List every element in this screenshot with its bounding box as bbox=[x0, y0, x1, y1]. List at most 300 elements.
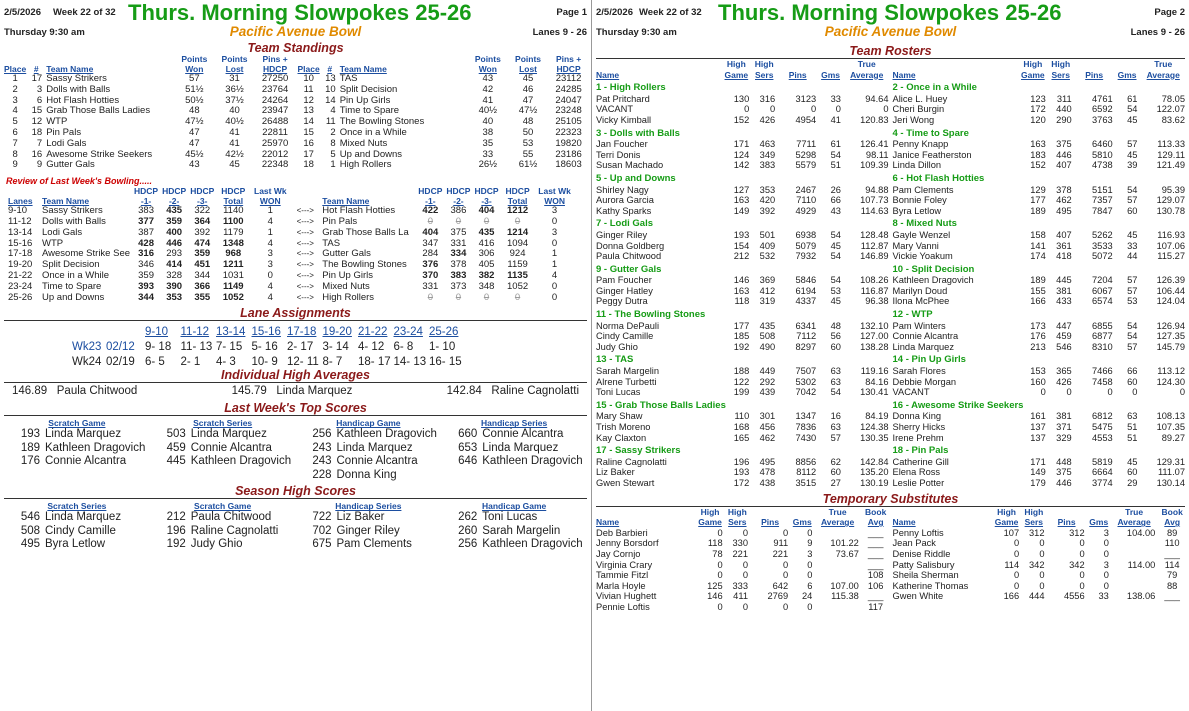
high-game: 118 bbox=[734, 296, 750, 307]
column-header: True bbox=[1154, 59, 1173, 69]
game-score: 328 bbox=[166, 269, 183, 281]
points-won: 57 bbox=[189, 73, 200, 84]
place: 18 bbox=[303, 159, 314, 171]
team-row bbox=[594, 80, 891, 94]
score: 722 bbox=[312, 511, 332, 524]
high-series: 462 bbox=[1056, 195, 1072, 206]
true-average: 109.39 bbox=[860, 160, 889, 171]
book-average: ___ bbox=[867, 527, 884, 538]
column-header: HDCP bbox=[505, 186, 530, 197]
column-header: HDCP bbox=[190, 186, 215, 197]
game-score: 474 bbox=[194, 237, 211, 249]
lane-assignment: 11- 13 bbox=[180, 341, 213, 354]
pins-hdcp: 23248 bbox=[555, 105, 582, 117]
true-average: 107.73 bbox=[860, 195, 889, 206]
team-number: 5 bbox=[330, 148, 336, 160]
score: 189 bbox=[20, 441, 40, 454]
games: 62 bbox=[830, 456, 841, 467]
column-header bbox=[1087, 507, 1111, 518]
high-average-entry: 142.84 Raline Cagnolatti bbox=[446, 385, 579, 398]
pins: 5262 bbox=[1092, 229, 1113, 240]
score: 192 bbox=[166, 538, 186, 551]
column-header bbox=[790, 507, 814, 518]
lane-pair-header: 19-20 bbox=[322, 326, 352, 339]
points-lost: 42½ bbox=[225, 148, 244, 160]
column-header: Points bbox=[221, 54, 248, 64]
true-average: 132.10 bbox=[860, 320, 889, 331]
high-series: 546 bbox=[1056, 341, 1072, 352]
points-won: 51½ bbox=[185, 83, 204, 95]
column-header: Gms bbox=[1089, 517, 1109, 528]
team-row bbox=[594, 216, 891, 230]
high-game: 152 bbox=[1030, 160, 1046, 171]
lane-assignment: 10- 9 bbox=[251, 356, 278, 369]
high-average-entry: 145.79 Linda Marquez bbox=[231, 385, 353, 398]
high-series: 378 bbox=[1056, 184, 1072, 195]
true-average bbox=[814, 560, 861, 571]
points-won: 0 bbox=[267, 269, 273, 281]
high-series: 342 bbox=[1028, 559, 1045, 570]
substitute-row bbox=[594, 591, 891, 602]
team-row bbox=[891, 352, 1188, 366]
column-header: Last Wk bbox=[538, 186, 571, 197]
column-header: Avg bbox=[1164, 517, 1181, 528]
column-header: Game bbox=[994, 517, 1019, 528]
book-average: 89 bbox=[1167, 527, 1178, 538]
column-header: HDCP bbox=[474, 186, 499, 197]
last-week-entry bbox=[4, 455, 150, 469]
game-score: 416 bbox=[478, 237, 495, 249]
high-series: 490 bbox=[759, 341, 776, 352]
place: 14 bbox=[303, 116, 314, 128]
high-game: 0 bbox=[717, 601, 723, 612]
bowling-center: Pacific Avenue Bowl bbox=[229, 24, 362, 39]
lanes: 17-18 bbox=[8, 248, 33, 260]
game-score: 393 bbox=[138, 280, 154, 292]
bowler-name: Linda Marquez bbox=[336, 441, 413, 454]
bowler-row bbox=[891, 366, 1188, 377]
games: 57 bbox=[1127, 139, 1138, 150]
games: 33 bbox=[1127, 240, 1138, 251]
bowler-name: Jenny Borsdorf bbox=[596, 538, 659, 549]
book-average: ___ bbox=[867, 559, 884, 570]
column-header: Pins bbox=[1085, 69, 1104, 80]
pins: 2769 bbox=[767, 591, 789, 602]
season-high-column bbox=[296, 501, 442, 552]
bowler-name: Connie Alcantra bbox=[892, 331, 959, 342]
team-row bbox=[891, 216, 1188, 230]
high-game: 183 bbox=[1030, 149, 1046, 160]
bowler-name: Elena Ross bbox=[892, 467, 941, 478]
games: 45 bbox=[1127, 114, 1138, 125]
pins: 6341 bbox=[795, 320, 817, 331]
column-header bbox=[1074, 59, 1115, 70]
true-average: 130.78 bbox=[1156, 205, 1185, 216]
report-date-2: 2/5/2026 bbox=[596, 7, 633, 18]
pins-hdcp: 24264 bbox=[261, 94, 289, 106]
score: 212 bbox=[166, 511, 186, 524]
games: 60 bbox=[830, 467, 841, 478]
vs-arrow: <---> bbox=[296, 281, 314, 291]
bowler-name: Ilona McPhee bbox=[892, 296, 950, 307]
true-average: 108.26 bbox=[860, 275, 889, 286]
column-header: Points bbox=[515, 54, 542, 64]
points-won: 40½ bbox=[478, 105, 498, 117]
place: 3 bbox=[12, 94, 18, 106]
high-series: 375 bbox=[1056, 139, 1072, 150]
high-game: 0 bbox=[1013, 580, 1020, 591]
season-high-column-title: Handicap Game bbox=[482, 501, 547, 512]
team-name: 8 - Mixed Nuts bbox=[892, 218, 957, 230]
total: 1212 bbox=[507, 205, 529, 217]
column-header: Pins + bbox=[262, 54, 288, 64]
last-week-column-title: Scratch Series bbox=[193, 418, 253, 429]
pins: 6574 bbox=[1092, 296, 1113, 307]
bowler-name: Penny Loftis bbox=[892, 527, 944, 538]
bowler-name: Linda Marquez bbox=[482, 441, 559, 454]
true-average: 113.33 bbox=[1157, 139, 1185, 150]
points-lost: 50 bbox=[522, 126, 534, 138]
pins-hdcp: 19820 bbox=[555, 137, 582, 149]
lane-assignment: 14- 13 bbox=[393, 356, 427, 369]
game-score: 382 bbox=[478, 269, 495, 281]
games: 26 bbox=[830, 184, 841, 195]
team-name: Up and Downs bbox=[339, 148, 403, 160]
column-header: Book bbox=[1161, 506, 1183, 517]
season-high-entry bbox=[4, 538, 150, 552]
high-series: 418 bbox=[1056, 251, 1072, 262]
column-header: Lost bbox=[519, 63, 538, 74]
bowler-name: Kathleen Dragovich bbox=[336, 428, 437, 441]
pins-hdcp: 26488 bbox=[261, 116, 289, 128]
team-name: Hot Flash Hotties bbox=[46, 94, 120, 106]
team-row bbox=[891, 443, 1188, 457]
bowler-row bbox=[891, 457, 1188, 468]
column-header: HDCP bbox=[556, 63, 581, 74]
high-average-entry: 146.89 Paula Chitwood bbox=[12, 385, 138, 398]
high-game: 199 bbox=[733, 387, 750, 398]
place: 11 bbox=[303, 83, 314, 95]
bowler-name: Linda Marquez bbox=[190, 428, 267, 441]
bowler-row bbox=[594, 139, 891, 150]
pins: 2467 bbox=[795, 184, 817, 195]
bowler-name: Pam Foucher bbox=[596, 275, 652, 286]
pins: 7430 bbox=[795, 432, 817, 443]
team-name: Grab Those Balls Ladies bbox=[46, 105, 151, 117]
day-time-2: Thursday 9:30 am bbox=[596, 27, 677, 38]
bowler-row bbox=[594, 286, 891, 297]
true-average bbox=[1111, 570, 1158, 581]
bowler-row bbox=[891, 104, 1188, 115]
column-header: High bbox=[997, 506, 1016, 517]
game-score: 293 bbox=[166, 248, 183, 260]
bowler-row bbox=[891, 139, 1188, 150]
pins: 5298 bbox=[795, 149, 817, 160]
bowler-name: Judy Ghio bbox=[190, 538, 243, 551]
game-score: 386 bbox=[450, 205, 467, 217]
vs-arrow: <---> bbox=[296, 238, 314, 248]
bowler-name: Vickie Yoakum bbox=[892, 251, 953, 262]
pins-hdcp: 23947 bbox=[261, 105, 289, 117]
pins: 4954 bbox=[795, 114, 817, 125]
lane-assignment: 6- 8 bbox=[393, 341, 414, 354]
team-name: 17 - Sassy Strikers bbox=[596, 445, 681, 457]
games: 9 bbox=[807, 538, 813, 549]
game-score: 373 bbox=[450, 280, 467, 292]
games: 51 bbox=[1127, 432, 1138, 443]
pins: 6067 bbox=[1092, 285, 1113, 296]
bowler-row bbox=[594, 241, 891, 252]
high-series: 375 bbox=[1056, 467, 1072, 478]
last-week-title: Last Week's Top Scores bbox=[224, 401, 367, 416]
bowler-name: Kathleen Dragovich bbox=[892, 275, 974, 286]
games: 29 bbox=[1127, 477, 1138, 488]
bowler-name: Terri Donis bbox=[596, 149, 641, 160]
column-header: Game bbox=[724, 69, 749, 80]
games: 3 bbox=[807, 548, 813, 559]
opponent-name: TAS bbox=[322, 237, 341, 249]
bowler-name: Connie Alcantra bbox=[336, 455, 418, 468]
high-game: 125 bbox=[707, 580, 723, 591]
games: 57 bbox=[1127, 195, 1138, 206]
vs-arrow: <---> bbox=[296, 216, 314, 226]
lane-pair-header: 21-22 bbox=[358, 326, 388, 339]
column-header: Game bbox=[1021, 69, 1045, 80]
team-name: 12 - WTP bbox=[892, 309, 933, 321]
season-high-entry bbox=[4, 525, 150, 539]
games: 60 bbox=[830, 341, 841, 352]
column-header: Name bbox=[596, 517, 620, 528]
last-week-entry bbox=[150, 455, 296, 469]
points-won: 1 bbox=[551, 259, 558, 271]
game-score: 376 bbox=[422, 259, 439, 271]
team-name: 6 - Hot Flash Hotties bbox=[892, 172, 985, 184]
points-lost: 61½ bbox=[518, 159, 538, 171]
standing-row bbox=[296, 85, 590, 96]
true-average: 114.00 bbox=[1127, 559, 1156, 570]
bowler-row bbox=[594, 251, 891, 262]
bowler-name: Alrene Turbetti bbox=[596, 376, 657, 387]
bowler-row bbox=[891, 275, 1188, 286]
high-series: 446 bbox=[1056, 477, 1072, 488]
team-name: 5 - Up and Downs bbox=[596, 172, 676, 184]
standing-row bbox=[2, 139, 296, 150]
total: 1149 bbox=[222, 280, 244, 292]
bowler-name: Connie Alcantra bbox=[482, 428, 564, 441]
column-header bbox=[891, 507, 992, 518]
game-score: 306 bbox=[478, 248, 495, 260]
column-header: Gms bbox=[821, 69, 841, 80]
team-number: 7 bbox=[36, 137, 43, 149]
opponent-name: Hot Flash Hotties bbox=[322, 205, 396, 217]
high-game: 212 bbox=[733, 251, 750, 262]
column-header: High bbox=[1023, 59, 1043, 69]
games: 57 bbox=[830, 432, 841, 443]
bowler-row bbox=[594, 478, 891, 489]
high-series: 495 bbox=[1056, 205, 1072, 216]
high-game: 155 bbox=[1030, 285, 1046, 296]
game-score: 322 bbox=[194, 205, 211, 217]
bowler-name: Ginger Riley bbox=[596, 229, 648, 240]
pins-hdcp: 23112 bbox=[555, 73, 582, 84]
bowler-row bbox=[594, 457, 891, 468]
pins: 0 bbox=[1079, 580, 1085, 591]
points-lost: 36½ bbox=[225, 83, 244, 95]
pins: 5072 bbox=[1092, 251, 1113, 262]
bowler-name: Donna Goldberg bbox=[596, 240, 665, 251]
game-score: 383 bbox=[450, 269, 467, 281]
high-series: 319 bbox=[759, 296, 776, 307]
high-game: 153 bbox=[1030, 366, 1046, 377]
last-week-column bbox=[150, 418, 296, 482]
lane-assignment: 6- 5 bbox=[145, 356, 165, 369]
score: 503 bbox=[166, 428, 186, 441]
column-header: # bbox=[327, 63, 333, 74]
column-header: Lanes bbox=[8, 195, 33, 206]
high-series: 0 bbox=[742, 570, 748, 581]
true-average: 84.16 bbox=[865, 376, 889, 387]
true-average: 98.11 bbox=[865, 149, 889, 160]
bowler-row bbox=[891, 422, 1188, 433]
opponent-name: Pin Pals bbox=[322, 215, 358, 227]
true-average: 83.62 bbox=[1161, 114, 1185, 125]
bowler-name: Deb Barbieri bbox=[596, 527, 648, 538]
bowler-row bbox=[891, 321, 1188, 332]
opponent-name: Pin Up Girls bbox=[322, 269, 373, 281]
last-week-column bbox=[296, 418, 442, 482]
book-average: 108 bbox=[867, 570, 884, 581]
games: 54 bbox=[830, 149, 841, 160]
high-series: 426 bbox=[1056, 376, 1072, 387]
high-game: 165 bbox=[733, 432, 750, 443]
score: 176 bbox=[20, 455, 40, 468]
bowler-name: Ginger Hatley bbox=[596, 285, 653, 296]
games: 45 bbox=[830, 296, 841, 307]
column-header: HDCP bbox=[263, 63, 288, 74]
high-series: 0 bbox=[1039, 538, 1045, 549]
team-name: Sassy Strikers bbox=[46, 73, 107, 84]
score: 495 bbox=[20, 538, 40, 551]
place: 13 bbox=[303, 105, 314, 117]
bowler-row bbox=[891, 230, 1188, 241]
column-header: Team Name bbox=[42, 195, 90, 206]
game-score: 331 bbox=[422, 280, 439, 292]
bowler-name: Gwen White bbox=[892, 591, 944, 602]
standing-row bbox=[2, 85, 296, 96]
pins: 3123 bbox=[795, 93, 817, 104]
week-label: Wk24 bbox=[72, 356, 102, 369]
game-score: 0 bbox=[483, 215, 490, 227]
true-average: 130.41 bbox=[860, 387, 889, 398]
pins-hdcp: 22323 bbox=[555, 126, 582, 138]
last-week-column bbox=[4, 418, 150, 482]
substitute-row bbox=[594, 581, 891, 592]
bowler-row bbox=[891, 377, 1188, 388]
season-high-entry bbox=[296, 538, 442, 552]
high-game: 78 bbox=[712, 548, 723, 559]
true-average: 94.64 bbox=[865, 93, 889, 104]
pins: 0 bbox=[782, 559, 789, 570]
points-lost: 45 bbox=[229, 159, 240, 171]
team-name: 11 - The Bowling Stones bbox=[596, 309, 706, 321]
team-number: 15 bbox=[31, 105, 43, 117]
bowler-row bbox=[891, 115, 1188, 126]
high-game: 152 bbox=[733, 114, 750, 125]
high-series: 301 bbox=[759, 411, 776, 422]
team-name: 7 - Lodi Gals bbox=[596, 218, 654, 230]
bowler-row bbox=[891, 195, 1188, 206]
team-row bbox=[594, 307, 891, 321]
column-header: Book bbox=[865, 506, 887, 517]
last-week-entry bbox=[441, 455, 587, 469]
opponent-name: High Rollers bbox=[322, 291, 375, 303]
true-average: 0 bbox=[883, 104, 889, 115]
book-average: ___ bbox=[1164, 548, 1180, 559]
points-won: 43 bbox=[189, 159, 200, 171]
high-series: 330 bbox=[732, 538, 748, 549]
bowler-name: Catherine Gill bbox=[892, 456, 949, 467]
lane-assignment: 7- 15 bbox=[216, 341, 243, 354]
score: 193 bbox=[20, 428, 40, 441]
game-score: 0 bbox=[427, 215, 433, 227]
team-name: Lodi Gals bbox=[42, 226, 83, 238]
points-won: 4 bbox=[267, 280, 273, 292]
substitute-row bbox=[891, 560, 1188, 571]
high-game: 193 bbox=[733, 467, 750, 478]
high-game: 146 bbox=[733, 275, 750, 286]
column-header: Pins + bbox=[555, 54, 582, 64]
column-header: Total bbox=[507, 195, 528, 206]
bowler-row bbox=[594, 230, 891, 241]
bowler-name: Toni Lucas bbox=[596, 387, 641, 398]
game-score: 359 bbox=[138, 269, 154, 281]
true-average: 126.39 bbox=[1156, 275, 1185, 286]
lane-assignment: 4- 12 bbox=[358, 341, 385, 354]
high-series: 407 bbox=[1056, 160, 1072, 171]
page-header-2 bbox=[592, 0, 1189, 26]
true-average: 101.22 bbox=[830, 538, 859, 549]
true-average: 127.00 bbox=[860, 331, 889, 342]
high-series: 532 bbox=[759, 251, 776, 262]
high-game: 0 bbox=[1013, 538, 1020, 549]
bowler-row bbox=[891, 387, 1188, 398]
bowler-row bbox=[891, 150, 1188, 161]
lane-assignments-title: Lane Assignments bbox=[240, 306, 351, 321]
games: 53 bbox=[830, 285, 841, 296]
games: 51 bbox=[1127, 422, 1138, 432]
high-series: 316 bbox=[759, 93, 776, 104]
games: 60 bbox=[1127, 467, 1138, 478]
high-game: 160 bbox=[1030, 376, 1046, 387]
score: 508 bbox=[20, 524, 40, 537]
column-header: Avg bbox=[867, 517, 884, 528]
game-score: 284 bbox=[422, 248, 439, 260]
bowler-name: Byra Letlow bbox=[892, 205, 942, 216]
bowler-name: Penny Knapp bbox=[892, 139, 949, 150]
column-header: High bbox=[727, 506, 747, 517]
games: 0 bbox=[807, 527, 813, 538]
substitute-row bbox=[594, 602, 891, 613]
high-game: 158 bbox=[1030, 229, 1046, 240]
high-series: 508 bbox=[759, 331, 776, 342]
bowler-name: Liz Baker bbox=[336, 511, 385, 524]
column-header: Average bbox=[1117, 517, 1151, 528]
true-average: 127.35 bbox=[1156, 331, 1185, 342]
vs-arrow: <---> bbox=[296, 206, 314, 216]
lanes: 9-10 bbox=[8, 205, 28, 217]
total: 1100 bbox=[222, 215, 244, 227]
high-game: 213 bbox=[1030, 341, 1046, 352]
